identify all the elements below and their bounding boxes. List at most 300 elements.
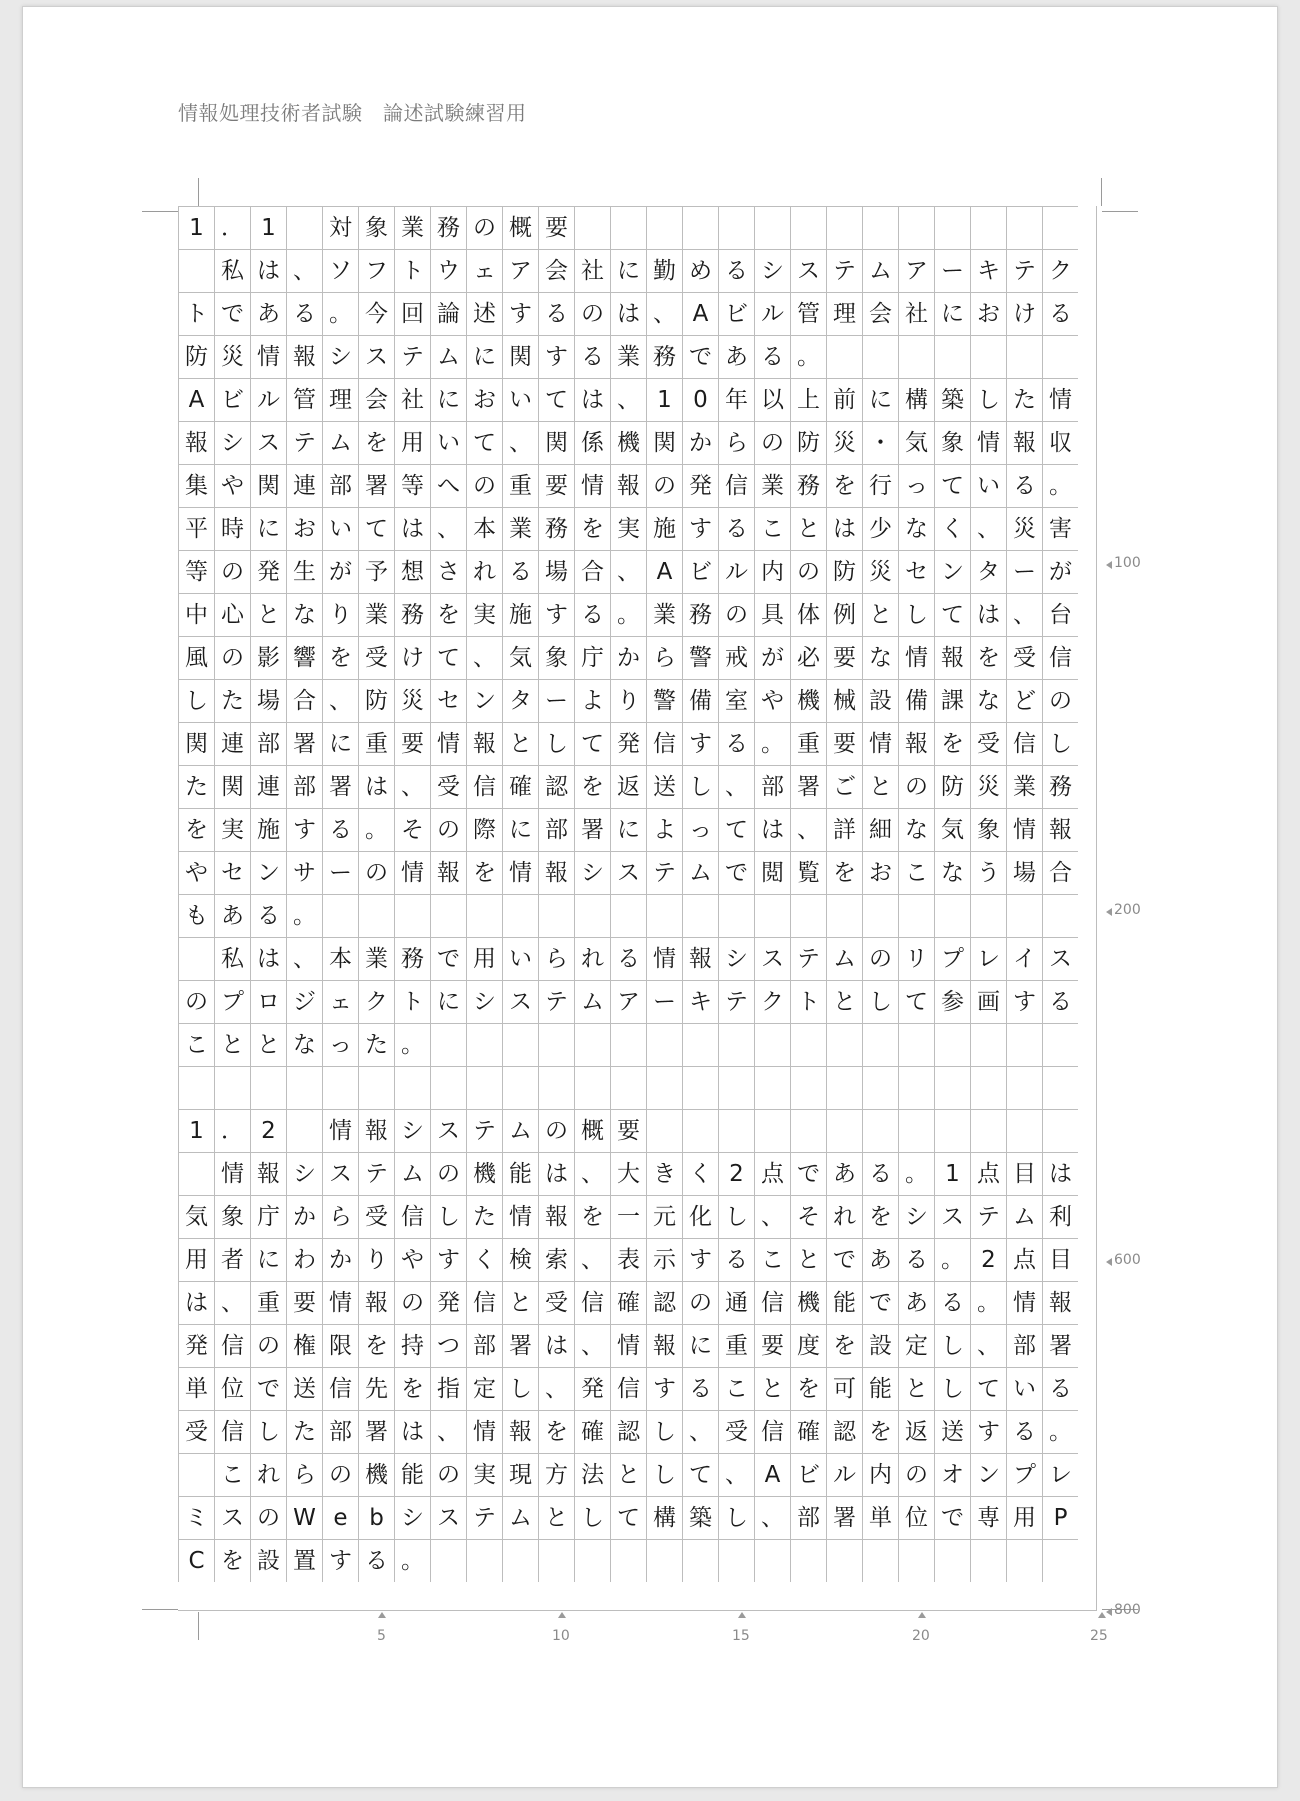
grid-cell: 持 (394, 1324, 430, 1367)
grid-cell: し (1042, 722, 1078, 765)
grid-cell: 単 (862, 1496, 898, 1539)
grid-cell: 要 (610, 1109, 646, 1152)
grid-cell: と (790, 507, 826, 550)
grid-cell: て (934, 593, 970, 636)
grid-cell: の (250, 1324, 286, 1367)
grid-cell (286, 1066, 322, 1109)
grid-cell: を (826, 464, 862, 507)
grid-cell (826, 1109, 862, 1152)
grid-cell: 、 (646, 292, 682, 335)
grid-cell: 関 (538, 421, 574, 464)
grid-cell: ル (826, 1453, 862, 1496)
grid-cell: に (466, 335, 502, 378)
grid-cell: 認 (538, 765, 574, 808)
grid-cell (826, 1023, 862, 1066)
grid-cell: 送 (286, 1367, 322, 1410)
grid-row (178, 636, 1096, 679)
grid-cell: く (934, 507, 970, 550)
grid-cell (862, 1023, 898, 1066)
grid-cell: し (178, 679, 214, 722)
grid-cell (790, 1023, 826, 1066)
grid-cell: 戒 (718, 636, 754, 679)
grid-cell: 受 (358, 636, 394, 679)
grid-cell (682, 206, 718, 249)
grid-cell: す (682, 1238, 718, 1281)
grid-cell: 通 (718, 1281, 754, 1324)
crop-mark-bottom-left-h (142, 1609, 178, 1610)
grid-cell (1042, 1066, 1078, 1109)
grid-cell (502, 1066, 538, 1109)
crop-mark-top-left-h (142, 211, 178, 212)
grid-cell: 備 (682, 679, 718, 722)
grid-cell: が (1042, 550, 1078, 593)
grid-cell: 務 (538, 507, 574, 550)
grid-cell: 署 (286, 722, 322, 765)
grid-cell: な (898, 507, 934, 550)
grid-cell: 2 (970, 1238, 1006, 1281)
grid-cell: 台 (1042, 593, 1078, 636)
grid-cell: キ (970, 249, 1006, 292)
grid-cell: め (682, 249, 718, 292)
grid-cell: 少 (862, 507, 898, 550)
grid-cell: 可 (826, 1367, 862, 1410)
grid-row (178, 507, 1096, 550)
grid-cell: テ (1006, 249, 1042, 292)
grid-cell: た (466, 1195, 502, 1238)
grid-cell: ス (790, 249, 826, 292)
ruler-bottom-label-25: 25 (1090, 1628, 1108, 1644)
grid-row (178, 292, 1096, 335)
grid-cell: で (214, 292, 250, 335)
grid-cell: ム (682, 851, 718, 894)
grid-cell: 災 (394, 679, 430, 722)
grid-cell (286, 1109, 322, 1152)
grid-cell (646, 1066, 682, 1109)
grid-cell: 対 (322, 206, 358, 249)
grid-cell: 気 (502, 636, 538, 679)
grid-cell: 情 (898, 636, 934, 679)
grid-cell: な (934, 851, 970, 894)
grid-cell: 、 (286, 249, 322, 292)
grid-cell: 限 (322, 1324, 358, 1367)
grid-cell: 権 (286, 1324, 322, 1367)
grid-cell: す (1006, 980, 1042, 1023)
grid-cell: 。 (394, 1539, 430, 1582)
grid-cell: の (646, 464, 682, 507)
grid-cell: フ (358, 249, 394, 292)
grid-cell (790, 1109, 826, 1152)
grid-cell: く (682, 1152, 718, 1195)
grid-cell: 、 (538, 1367, 574, 1410)
grid-cell (934, 1539, 970, 1582)
grid-cell: 受 (538, 1281, 574, 1324)
grid-cell: 返 (898, 1410, 934, 1453)
grid-cell: 要 (538, 464, 574, 507)
grid-cell: シ (214, 421, 250, 464)
grid-cell (790, 1066, 826, 1109)
grid-cell: っ (322, 1023, 358, 1066)
grid-cell: シ (898, 1195, 934, 1238)
grid-cell: 務 (1042, 765, 1078, 808)
grid-cell: テ (718, 980, 754, 1023)
grid-cell: 際 (466, 808, 502, 851)
grid-cell (214, 1066, 250, 1109)
grid-cell: 等 (178, 550, 214, 593)
grid-cell: の (430, 1453, 466, 1496)
grid-cell: 署 (574, 808, 610, 851)
grid-cell: 情 (430, 722, 466, 765)
grid-cell: な (286, 1023, 322, 1066)
grid-cell: ミ (178, 1496, 214, 1539)
grid-cell: 中 (178, 593, 214, 636)
grid-cell: と (898, 1367, 934, 1410)
grid-cell: ら (718, 421, 754, 464)
grid-cell: る (358, 1539, 394, 1582)
grid-cell: と (502, 722, 538, 765)
grid-row (178, 1324, 1096, 1367)
grid-cell: 室 (718, 679, 754, 722)
grid-cell: っ (898, 464, 934, 507)
grid-cell: の (574, 292, 610, 335)
grid-cell: 情 (394, 851, 430, 894)
grid-cell: 部 (466, 1324, 502, 1367)
grid-cell: シ (754, 249, 790, 292)
grid-cell: 私 (214, 937, 250, 980)
grid-cell: 能 (862, 1367, 898, 1410)
grid-row (178, 1453, 1096, 1496)
grid-cell: 、 (430, 507, 466, 550)
grid-cell (502, 894, 538, 937)
grid-cell: は (358, 765, 394, 808)
grid-cell: 情 (610, 1324, 646, 1367)
grid-cell: 関 (214, 765, 250, 808)
grid-cell: 、 (574, 1238, 610, 1281)
grid-cell: や (754, 679, 790, 722)
grid-cell: 会 (862, 292, 898, 335)
grid-cell (250, 1066, 286, 1109)
grid-cell: 業 (502, 507, 538, 550)
grid-cell: 署 (358, 464, 394, 507)
grid-cell: て (466, 421, 502, 464)
grid-cell: 部 (754, 765, 790, 808)
grid-cell: テ (286, 421, 322, 464)
grid-cell (394, 894, 430, 937)
grid-cell: ウ (430, 249, 466, 292)
grid-cell: 部 (790, 1496, 826, 1539)
grid-cell: 一 (610, 1195, 646, 1238)
grid-cell: 象 (934, 421, 970, 464)
grid-cell: を (214, 1539, 250, 1582)
grid-cell: る (898, 1238, 934, 1281)
grid-cell: と (754, 1367, 790, 1410)
grid-cell: プ (934, 937, 970, 980)
grid-cell: 指 (430, 1367, 466, 1410)
grid-cell: 。 (898, 1152, 934, 1195)
grid-cell: と (790, 1238, 826, 1281)
grid-cell: て (610, 1496, 646, 1539)
grid-row (178, 1238, 1096, 1281)
grid-cell: 。 (970, 1281, 1006, 1324)
grid-cell: こ (718, 1367, 754, 1410)
grid-cell: テ (358, 1152, 394, 1195)
grid-cell: い (502, 378, 538, 421)
grid-cell: て (970, 1367, 1006, 1410)
grid-cell: 認 (610, 1410, 646, 1453)
grid-cell: あ (862, 1238, 898, 1281)
grid-cell: と (862, 765, 898, 808)
grid-cell (898, 1023, 934, 1066)
grid-cell (610, 894, 646, 937)
grid-cell: 施 (646, 507, 682, 550)
grid-cell: 関 (178, 722, 214, 765)
grid-row (178, 593, 1096, 636)
grid-cell: 1 (178, 1109, 214, 1152)
grid-cell: ． (214, 1109, 250, 1152)
grid-cell: テ (394, 335, 430, 378)
grid-cell: タ (970, 550, 1006, 593)
grid-cell: 体 (790, 593, 826, 636)
grid-cell: る (718, 1238, 754, 1281)
grid-cell: 業 (610, 335, 646, 378)
grid-cell: 確 (790, 1410, 826, 1453)
grid-cell: 。 (790, 335, 826, 378)
grid-cell: し (538, 722, 574, 765)
grid-cell: 報 (430, 851, 466, 894)
grid-cell: 覧 (790, 851, 826, 894)
grid-cell: 、 (754, 1496, 790, 1539)
grid-cell: 機 (358, 1453, 394, 1496)
grid-cell: 情 (1006, 808, 1042, 851)
grid-cell: 発 (574, 1367, 610, 1410)
grid-cell: 現 (502, 1453, 538, 1496)
grid-cell (718, 1109, 754, 1152)
grid-cell: ン (466, 679, 502, 722)
grid-cell: ム (394, 1152, 430, 1195)
grid-cell: の (1042, 679, 1078, 722)
grid-cell: 。 (610, 593, 646, 636)
grid-cell: の (466, 464, 502, 507)
grid-cell: 機 (790, 679, 826, 722)
grid-cell: 目 (1006, 1152, 1042, 1195)
grid-cell: 信 (574, 1281, 610, 1324)
grid-cell: あ (898, 1281, 934, 1324)
grid-cell: 社 (394, 378, 430, 421)
grid-row (178, 1539, 1096, 1582)
grid-cell: て (934, 464, 970, 507)
grid-cell: 例 (826, 593, 862, 636)
grid-cell: 災 (970, 765, 1006, 808)
grid-cell: 私 (214, 249, 250, 292)
grid-cell: A (754, 1453, 790, 1496)
grid-cell: な (286, 593, 322, 636)
grid-cell (610, 1066, 646, 1109)
grid-cell (430, 1539, 466, 1582)
grid-cell (610, 1023, 646, 1066)
grid-cell: 今 (358, 292, 394, 335)
grid-cell: と (862, 593, 898, 636)
grid-cell: 情 (502, 1195, 538, 1238)
grid-cell (790, 1539, 826, 1582)
grid-cell: 情 (1006, 1281, 1042, 1324)
grid-cell: テ (646, 851, 682, 894)
grid-cell: し (718, 1195, 754, 1238)
grid-cell: は (826, 507, 862, 550)
grid-cell: ス (430, 1109, 466, 1152)
grid-cell: 位 (214, 1367, 250, 1410)
grid-cell: る (1042, 292, 1078, 335)
grid-cell (1042, 1023, 1078, 1066)
grid-cell: は (538, 1324, 574, 1367)
grid-cell: 連 (214, 722, 250, 765)
grid-cell: 災 (826, 421, 862, 464)
grid-cell: を (394, 1367, 430, 1410)
ruler-bottom-label-5: 5 (377, 1628, 386, 1644)
grid-cell: ビ (718, 292, 754, 335)
grid-cell (430, 1023, 466, 1066)
grid-cell: イ (1006, 937, 1042, 980)
ruler-bottom-label-10: 10 (552, 1628, 570, 1644)
grid-cell: ス (250, 421, 286, 464)
grid-cell: 点 (754, 1152, 790, 1195)
crop-mark-top-right-h (1102, 211, 1138, 212)
grid-cell (970, 1023, 1006, 1066)
grid-cell: ス (430, 1496, 466, 1539)
grid-cell (358, 1066, 394, 1109)
grid-cell (1006, 1109, 1042, 1152)
ruler-right-label-100: 100 (1114, 555, 1141, 571)
grid-row (178, 808, 1096, 851)
grid-cell: 部 (250, 722, 286, 765)
grid-cell: る (574, 335, 610, 378)
grid-cell: 、 (394, 765, 430, 808)
grid-cell: れ (250, 1453, 286, 1496)
grid-cell: 部 (322, 1410, 358, 1453)
grid-cell (934, 335, 970, 378)
grid-cell: ム (1006, 1195, 1042, 1238)
grid-cell: ル (718, 550, 754, 593)
grid-cell: は (1042, 1152, 1078, 1195)
grid-cell (430, 894, 466, 937)
grid-cell: 、 (286, 937, 322, 980)
grid-cell: 用 (466, 937, 502, 980)
grid-cell: 、 (970, 507, 1006, 550)
grid-cell: 信 (718, 464, 754, 507)
grid-cell: な (862, 636, 898, 679)
grid-cell: と (538, 1496, 574, 1539)
grid-cell: 風 (178, 636, 214, 679)
grid-cell: 務 (646, 335, 682, 378)
grid-cell (718, 206, 754, 249)
grid-cell (1006, 335, 1042, 378)
grid-cell: 署 (358, 1410, 394, 1453)
grid-cell: 報 (178, 421, 214, 464)
grid-cell: ル (754, 292, 790, 335)
grid-cell: と (826, 980, 862, 1023)
grid-row (178, 1152, 1096, 1195)
grid-cell: 必 (790, 636, 826, 679)
grid-cell: 情 (1042, 378, 1078, 421)
grid-cell: 防 (934, 765, 970, 808)
grid-cell: 業 (754, 464, 790, 507)
grid-cell: 響 (286, 636, 322, 679)
grid-cell: 署 (790, 765, 826, 808)
grid-cell: に (934, 292, 970, 335)
grid-cell: 務 (682, 593, 718, 636)
grid-cell: ー (934, 249, 970, 292)
grid-cell: 示 (646, 1238, 682, 1281)
grid-cell: 2 (718, 1152, 754, 1195)
grid-cell: の (358, 851, 394, 894)
grid-cell: し (430, 1195, 466, 1238)
grid-cell: で (790, 1152, 826, 1195)
grid-cell: 気 (178, 1195, 214, 1238)
grid-cell: る (1006, 1410, 1042, 1453)
grid-cell: ら (538, 937, 574, 980)
ruler-bottom-marker-15 (738, 1612, 746, 1618)
grid-cell: 社 (574, 249, 610, 292)
grid-cell: を (862, 1195, 898, 1238)
grid-cell (682, 1539, 718, 1582)
grid-row (178, 1410, 1096, 1453)
grid-cell: う (970, 851, 1006, 894)
grid-cell: 発 (610, 722, 646, 765)
grid-cell: る (754, 335, 790, 378)
grid-cell: れ (574, 937, 610, 980)
grid-cell (826, 1066, 862, 1109)
grid-cell: を (970, 636, 1006, 679)
grid-cell: で (934, 1496, 970, 1539)
grid-cell: は (250, 249, 286, 292)
grid-cell: や (214, 464, 250, 507)
grid-cell: e (322, 1496, 358, 1539)
grid-cell: て (898, 980, 934, 1023)
grid-cell: 会 (538, 249, 574, 292)
grid-cell: 機 (466, 1152, 502, 1195)
grid-cell: ェ (322, 980, 358, 1023)
grid-cell: 述 (466, 292, 502, 335)
grid-cell: を (574, 1195, 610, 1238)
grid-cell: を (358, 1324, 394, 1367)
grid-cell: る (682, 1367, 718, 1410)
grid-cell: 要 (394, 722, 430, 765)
grid-cell: 報 (538, 851, 574, 894)
grid-cell: 警 (646, 679, 682, 722)
grid-row (178, 335, 1096, 378)
grid-cell (574, 206, 610, 249)
crop-mark-top-left-v (198, 178, 199, 206)
grid-cell: 等 (394, 464, 430, 507)
grid-cell: 、 (718, 1453, 754, 1496)
grid-cell: す (538, 335, 574, 378)
grid-cell: や (178, 851, 214, 894)
grid-cell: し (862, 980, 898, 1023)
grid-cell: 部 (538, 808, 574, 851)
grid-cell: 、 (466, 636, 502, 679)
grid-cell (970, 894, 1006, 937)
grid-row (178, 1066, 1096, 1109)
grid-cell (466, 1023, 502, 1066)
grid-cell: 庁 (574, 636, 610, 679)
grid-cell: シ (322, 335, 358, 378)
grid-cell (322, 894, 358, 937)
grid-cell (178, 937, 214, 980)
grid-cell: 前 (826, 378, 862, 421)
grid-cell (826, 206, 862, 249)
grid-cell: お (466, 378, 502, 421)
grid-cell: 連 (286, 464, 322, 507)
grid-cell: あ (214, 894, 250, 937)
grid-cell: ク (358, 980, 394, 1023)
